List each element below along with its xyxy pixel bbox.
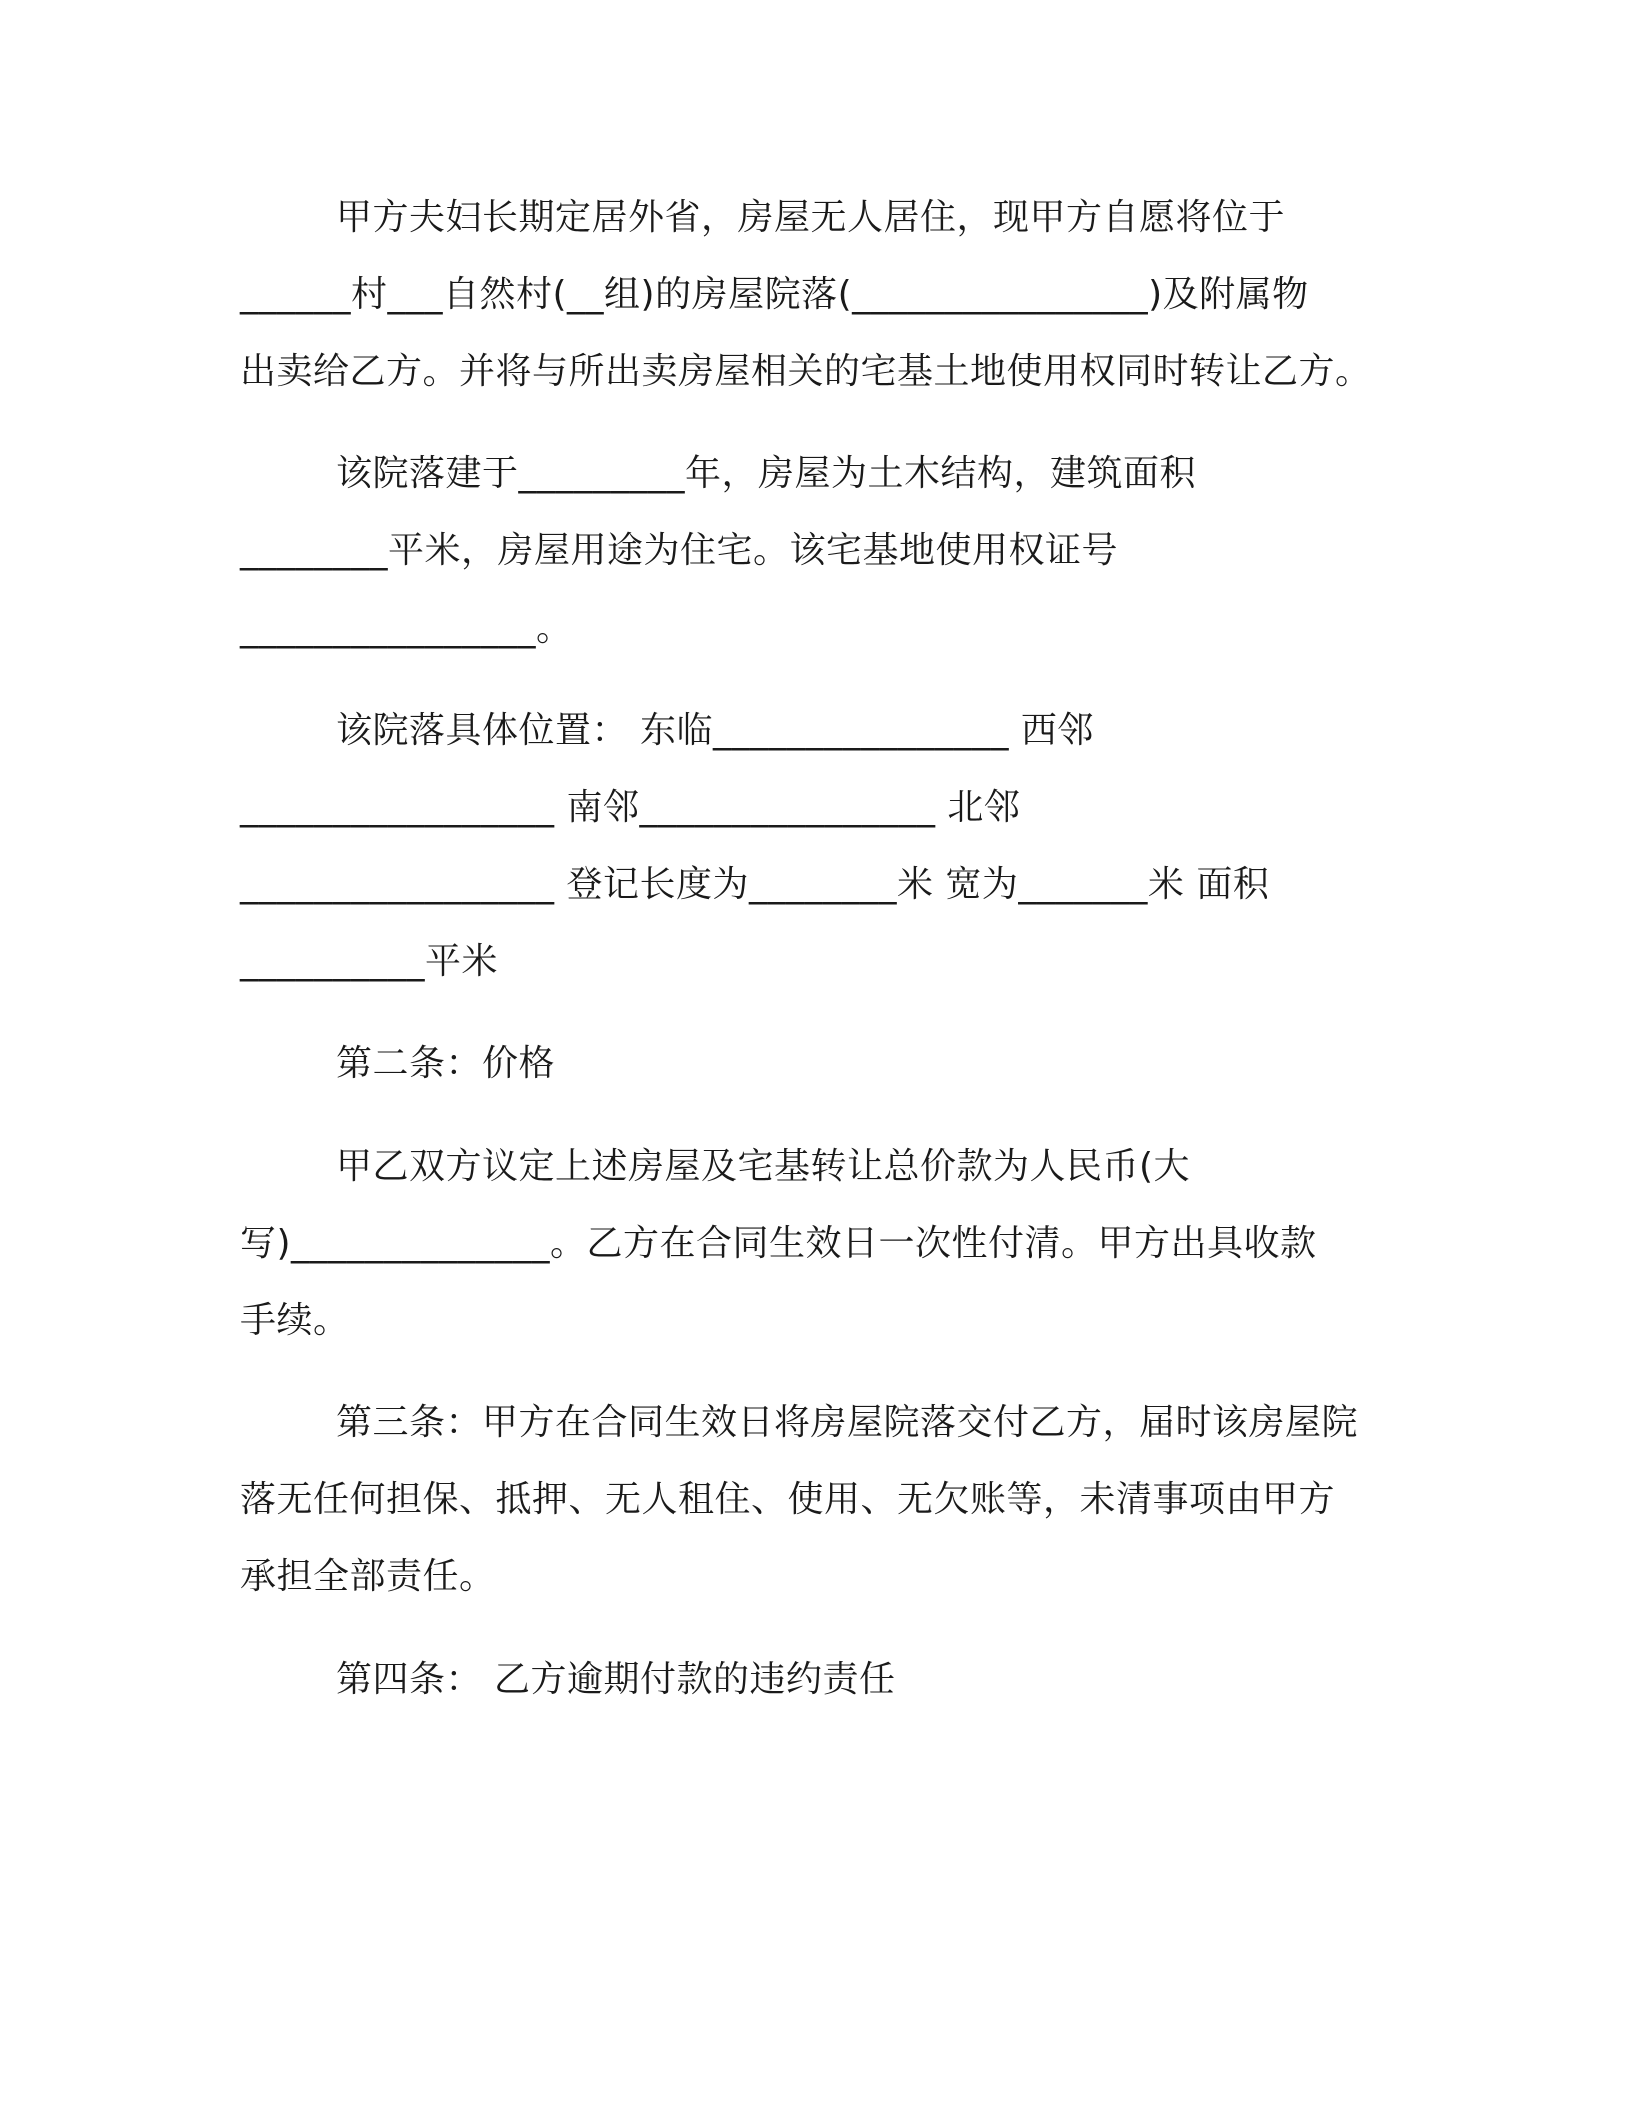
paragraph-line: 承担全部责任。 <box>240 1556 496 1597</box>
paragraph-line: _________________ 南邻________________ 北邻 <box>240 787 1021 828</box>
paragraph-line: 手续。 <box>240 1300 350 1341</box>
paragraph-line: 该院落建于_________年，房屋为土木结构，建筑面积 <box>336 453 1197 494</box>
paragraph-line: 甲乙双方议定上述房屋及宅基转让总价款为人民币(大 <box>336 1146 1191 1187</box>
paragraph-line: _________________ 登记长度为________米 宽为_______米 面积 <box>240 864 1270 905</box>
paragraph-line: 甲方夫妇长期定居外省，房屋无人居住，现甲方自愿将位于 <box>336 197 1286 238</box>
paragraph-line: 出卖给乙方。并将与所出卖房屋相关的宅基土地使用权同时转让乙方。 <box>240 351 1372 392</box>
section-heading: 第四条： 乙方逾期付款的违约责任 <box>336 1659 896 1700</box>
paragraph-line: ______村___自然村(__组)的房屋院落(________________)及附属物 <box>240 274 1309 315</box>
paragraph-line: 写)______________。乙方在合同生效日一次性付清。甲方出具收款 <box>240 1223 1317 1264</box>
paragraph-line: 落无任何担保、抵押、无人租住、使用、无欠账等，未清事项由甲方 <box>240 1479 1336 1520</box>
paragraph-line: ________________。 <box>240 608 573 649</box>
section-heading: 第二条：价格 <box>336 1043 556 1084</box>
paragraph-line: 该院落具体位置： 东临________________ 西邻 <box>336 710 1094 751</box>
paragraph-line: __________平米 <box>240 941 499 982</box>
paragraph-line: 第三条：甲方在合同生效日将房屋院落交付乙方，届时该房屋院 <box>336 1402 1359 1443</box>
paragraph-line: ________平米，房屋用途为住宅。该宅基地使用权证号 <box>240 530 1119 571</box>
